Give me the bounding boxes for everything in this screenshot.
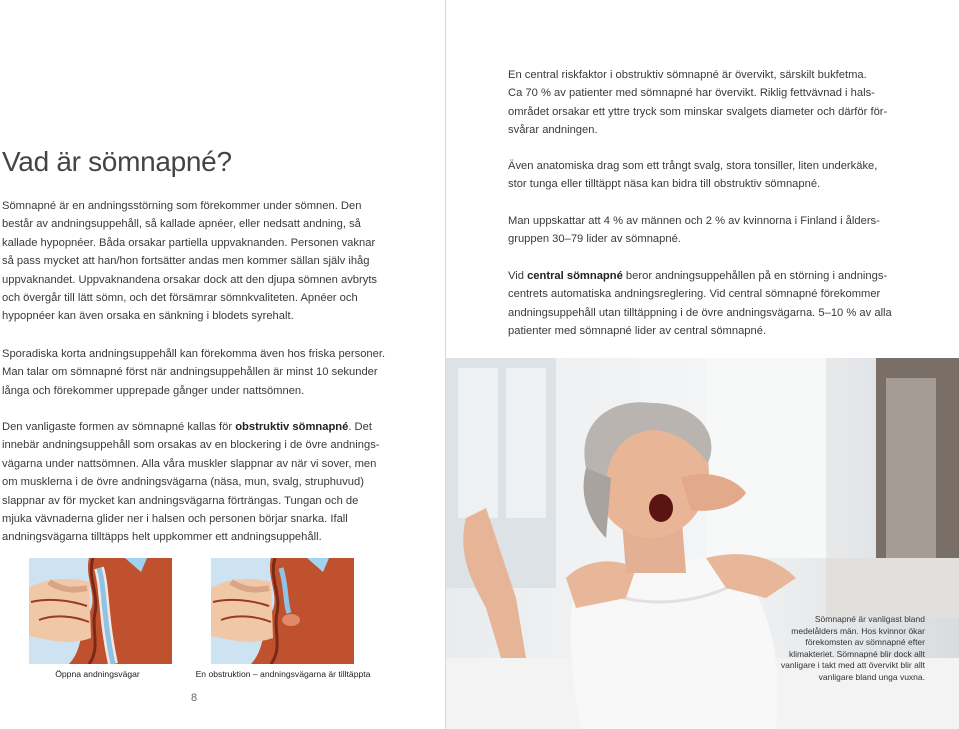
paragraph-anatomy: Även anatomiska drag som ett trångt svalg, stora tonsiller, liten underkäke, stor tunga eller tilltäppt näsa kan bidra till obstruktiv sömnapné. <box>508 160 878 191</box>
paragraph-central: Vid central sömnapné beror andningsuppehållen på en störning i andnings- centrets automatiska andningsreglering. Vid central sömnapné förekommer andningsuppehåll utan tilltäppning i de övre andningsvägarna. 5–10 % av alla patienter med sömnapné lider av central sömnapné. <box>508 270 892 338</box>
paragraph-prevalence: Man uppskattar att 4 % av männen och 2 % av kvinnorna i Finland i ålders- gruppen 30–79 lider av sömnapné. <box>508 215 880 246</box>
caption-obstructed-airway: En obstruktion – andningsvägarna är tilltäppta <box>195 669 371 679</box>
term-obstructive: obstruktiv sömnapné <box>235 421 349 433</box>
paragraph-sporadic: Sporadiska korta andningsuppehåll kan förekomma även hos friska personer. Man talar om sömnapné först när andningsuppehållen är minst 10 sekunder långa och förekommer upprepade gånger under nattsömnen. <box>2 348 386 397</box>
term-central: central sömnapné <box>527 270 623 282</box>
illustration-obstructed-airway <box>211 558 354 664</box>
page-heading: Vad är sömnapné? <box>2 146 232 177</box>
paragraph-obstructive: Den vanligaste formen av sömnapné kallas för obstruktiv sömnapné. Det innebär andningsuppehåll som orsakas av en blockering i de övre andnings- vägarna under nattsömnen. Alla våra muskler slappnar av när vi sover, men om musklerna i de övre andningsvägarna (näsa, mun, svalg, struphuvud) slappnar av för mycket kan andningsvägarna förträngas. Tungan och de mjuka vävnaderna glider ner i halsen och personen börjar snarka. Ifall andningsvägarna tilltäpps helt uppkommer ett andningsuppehåll. <box>2 421 380 544</box>
photo-caption: Sömnapné är vanligast bland medelålders män. Hos kvinnor ökar förekomsten av sömnapné efter klimakteriet. Sömnapné blir dock allt vanligare i takt med att övervikt blir allt vanligare bland unga vuxna. <box>780 614 925 682</box>
caption-open-airway: Öppna andningsvägar <box>55 669 140 679</box>
paragraph-definition: Sömnapné är en andningsstörning som förekommer under sömnen. Den består av andningsuppehåll, så kallade apnéer, eller nedsatt andning, så kallade hypopnéer. Båda orsakar partiella uppvaknanden. Personen vaknar så pass mycket att han/hon fortsätter andas men kommer sällan själv ihåg uppvaknandet. Uppvaknandena orsakar dock att den djupa sömnen avbryts och övergår till lätt sömn, och det försämrar sömnkvaliteten. Apnéer och hypopnéer kan även orsaka en sänkning i blodets syrehalt. <box>2 200 378 323</box>
illustration-open-airway <box>29 558 172 664</box>
page-number: 8 <box>191 692 198 704</box>
paragraph-risk-factor: En central riskfaktor i obstruktiv sömnapné är övervikt, särskilt bukfetma. Ca 70 % av patienter med sömnapné har övervikt. Riklig fettvävnad i hals- området orsakar ett yttre tryck som minskar svalgets diameter och därför för- svårar andningen. <box>508 69 888 137</box>
